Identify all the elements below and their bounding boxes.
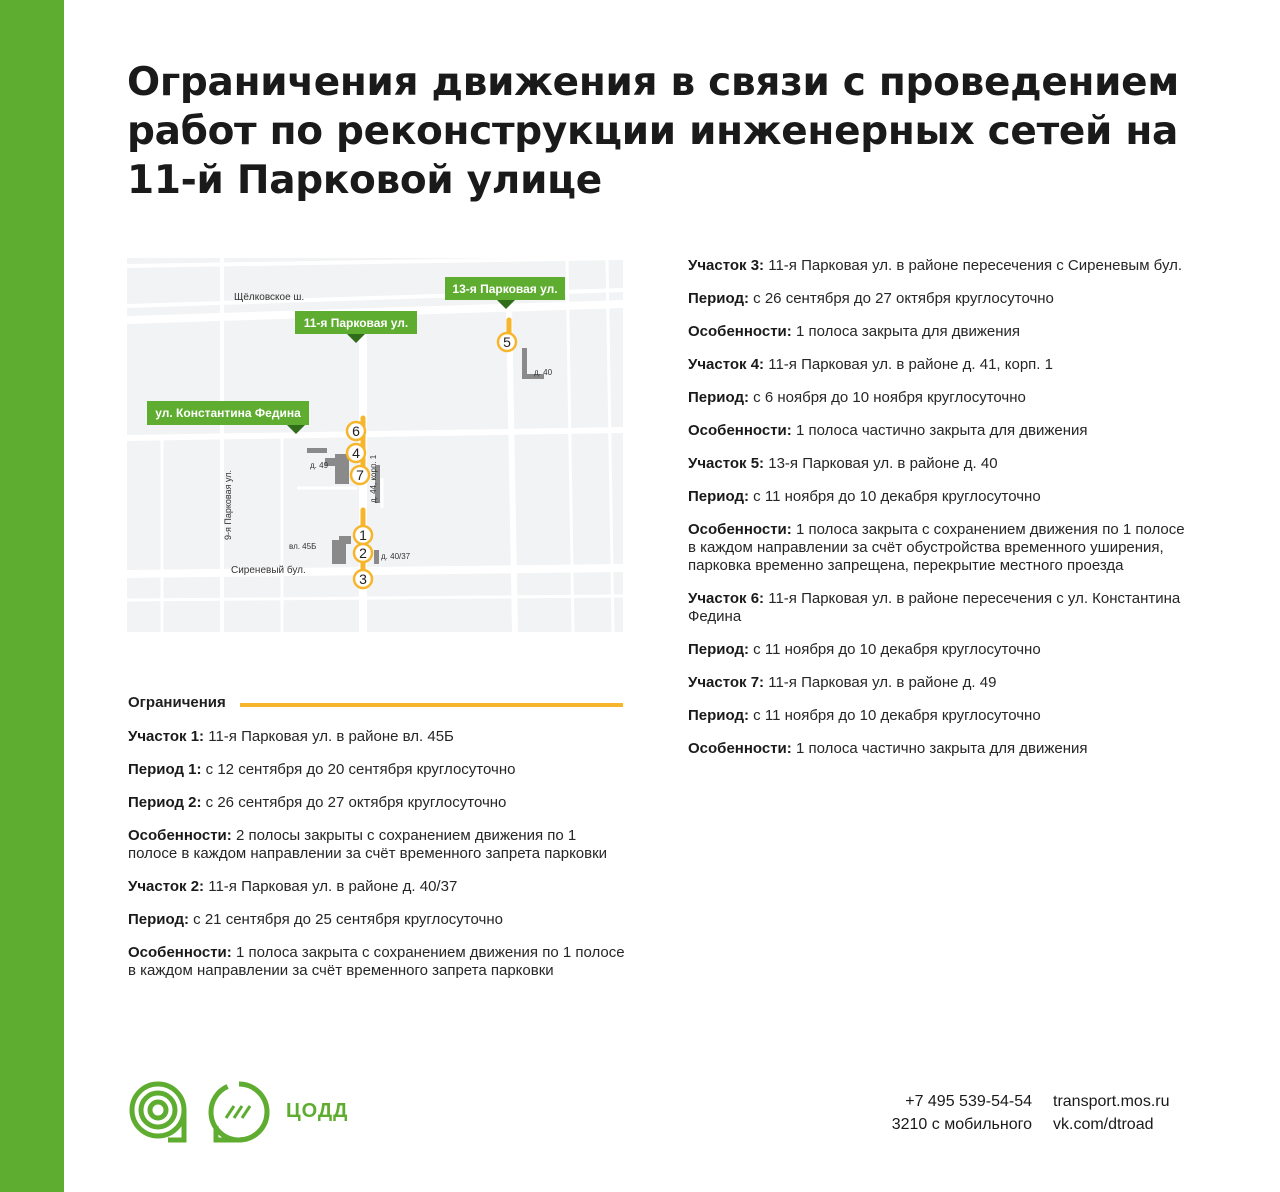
info-item: Участок 1: 11-я Парковая ул. в районе вл. 45Б [128,728,454,745]
marker-1 [354,526,372,544]
right-column [688,257,1188,773]
phone-number[interactable]: +7 495 539-54-54 [905,1093,1032,1110]
svg-text:11-я Парковая ул.: 11-я Парковая ул. [303,316,409,330]
map [127,258,623,632]
marker-2 [354,544,372,562]
info-item: Участок 4: 11-я Парковая ул. в районе д. 41, корп. 1 [688,356,1053,373]
vk-link[interactable]: vk.com/dtroad [1053,1116,1154,1133]
label-d4037: д. 40/37 [381,552,411,561]
callout-park11 [295,311,417,343]
label-park9: 9-я Парковая ул. [223,469,233,540]
legend-line [240,703,623,707]
footer-contacts [892,1090,1032,1136]
svg-text:2: 2 [359,545,367,561]
label-sirenevy: Сиреневый бул. [231,565,306,576]
info-item: Период 2: с 26 сентября до 27 октября круглосуточно [128,794,507,811]
mobile-short-number: 3210 с мобильного [891,1116,1032,1133]
info-item: Период: с 6 ноября до 10 ноября круглосуточно [688,389,1026,406]
info-item: Особенности: 1 полоса закрыта с сохранением движения по 1 полосе в каждом направлении за счёт обустройства временного уширения, парковка временно запрещена, перекрытие местного проезда [688,521,1185,574]
info-item: Период: с 21 сентября до 25 сентября круглосуточно [128,911,503,928]
marker-7 [351,466,369,484]
marker-3 [354,570,372,588]
svg-text:4: 4 [352,445,360,461]
map-closures [363,320,509,583]
label-schelkovskoe: Щёлковское ш. [234,292,305,303]
marker-4 [347,444,365,462]
brand-name: ЦОДД [286,1100,349,1122]
svg-text:ул. Константина Федина: ул. Константина Федина [155,406,301,420]
info-item: Участок 2: 11-я Парковая ул. в районе д. 40/37 [128,878,458,895]
label-d40: д. 40 [534,368,553,377]
moscow-transport-logo-icon [128,1080,192,1149]
info-item: Период 1: с 12 сентября до 20 сентября круглосуточно [128,761,516,778]
label-d44: д. 44, корп. 1 [369,454,378,503]
page-title: Ограничения движения в связи с проведением работ по реконструкции инженерных сетей на 11-й Парковой улице [127,60,1179,203]
info-item: Участок 6: 11-я Парковая ул. в районе пересечения с ул. Константина Федина [688,590,1181,625]
svg-text:13-я Парковая ул.: 13-я Парковая ул. [452,282,558,296]
callout-fedina [147,401,309,434]
info-item: Участок 5: 13-я Парковая ул. в районе д. 40 [688,455,998,472]
info-item: Период: с 11 ноября до 10 декабря круглосуточно [688,641,1041,658]
info-item: Участок 7: 11-я Парковая ул. в районе д. 49 [688,674,997,691]
label-vl45b: вл. 45Б [289,542,317,551]
site-link[interactable]: transport.mos.ru [1053,1093,1170,1110]
svg-text:5: 5 [503,334,511,350]
svg-text:3: 3 [359,571,367,587]
info-item: Период: с 26 сентября до 27 октября круглосуточно [688,290,1054,307]
svg-text:1: 1 [359,527,367,543]
footer-links [1053,1090,1169,1136]
legend-label: Ограничения [128,694,234,711]
info-item: Особенности: 1 полоса закрыта для движения [688,323,1021,340]
info-item: Особенности: 2 полосы закрыты с сохранением движения по 1 полосе в каждом направлении за счёт временного запрета парковки [128,827,608,862]
svg-text:6: 6 [352,423,360,439]
svg-text:7: 7 [356,467,364,483]
info-item: Особенности: 1 полоса частично закрыта для движения [688,740,1088,757]
info-item: Период: с 11 ноября до 10 декабря круглосуточно [688,707,1041,724]
marker-5 [498,333,516,351]
codd-logo-icon [206,1080,274,1149]
info-item: Особенности: 1 полоса закрыта с сохранением движения по 1 полосе в каждом направлении за счёт временного запрета парковки [128,944,625,979]
marker-6 [347,422,365,440]
legend [128,694,623,714]
info-item: Участок 3: 11-я Парковая ул. в районе пересечения с Сиреневым бул. [688,257,1183,274]
info-item: Особенности: 1 полоса частично закрыта для движения [688,422,1088,439]
info-item: Период: с 11 ноября до 10 декабря круглосуточно [688,488,1041,505]
left-column [128,728,628,995]
label-d49: д. 49 [310,461,329,470]
left-accent-bar [0,0,64,1192]
